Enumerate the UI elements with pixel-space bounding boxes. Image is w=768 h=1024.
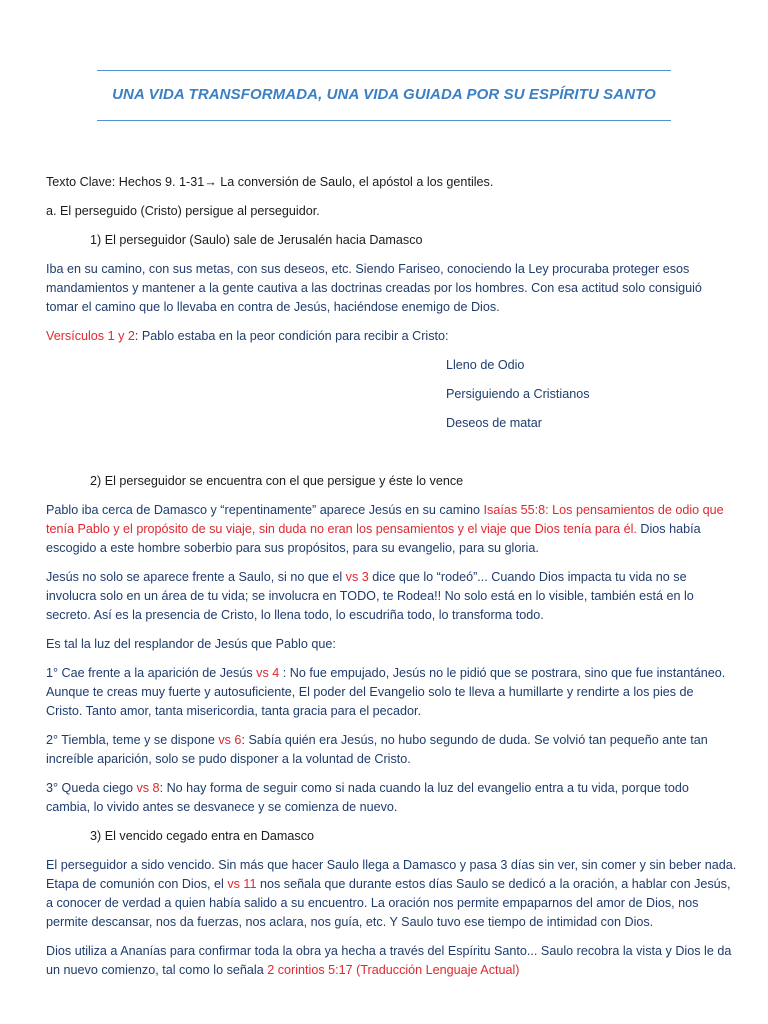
point-2-line-1 bbox=[46, 731, 726, 750]
list-item: Lleno de Odio bbox=[446, 358, 525, 372]
paragraph-3-line-1 bbox=[46, 568, 726, 587]
verse-reference: vs 6 bbox=[218, 733, 242, 747]
texto-clave: Texto Clave: Hechos 9. 1-31→ La conversión de Saulo, el apóstol a los gentiles. bbox=[46, 175, 494, 189]
point-3-line-2: cambia, lo vivido antes se desvanece y se comienza de nuevo. bbox=[46, 800, 398, 814]
versiculos-text: : Pablo estaba en la peor condición para recibir a Cristo: bbox=[134, 329, 449, 343]
text-span: 1° Cae frente a la aparición de Jesús bbox=[46, 666, 257, 680]
subsection-2-heading: 2) El perseguidor se encuentra con el que persigue y éste lo vence bbox=[90, 474, 464, 488]
text-span: nos señala que durante estos días Saulo se dedicó a la oración, a hablar con Jesús, bbox=[256, 877, 731, 891]
verse-reference: vs 4 bbox=[256, 666, 280, 680]
paragraph-2-line-1 bbox=[46, 501, 726, 520]
text-span: : Sabía quién era Jesús, no hubo segundo de duda. Se volvió tan pequeño ante tan bbox=[241, 733, 708, 747]
text-span: 2° Tiembla, teme y se dispone bbox=[46, 733, 219, 747]
verse-reference: Isaías 55:8: Los pensamientos de odio que bbox=[483, 503, 724, 517]
text-span: Pablo iba cerca de Damasco y “repentinamente” aparece Jesús en su camino bbox=[46, 503, 484, 517]
point-1-line-2: Aunque te creas muy fuerte y autosuficiente, El poder del Evangelio solo te lleva a humillarte y rendirte a los pies de bbox=[46, 685, 694, 699]
paragraph-5-line-1: El perseguidor a sido vencido. Sin más que hacer Saulo llega a Damasco y pasa 3 días sin ver, sin comer y sin beber nada. bbox=[46, 858, 737, 872]
paragraph-5-line-2 bbox=[46, 875, 731, 894]
paragraph-5-line-3: a conocer de verdad a quien había salido a su encuentro. La oración nos permite empaparnos del amor de Dios, nos bbox=[46, 896, 699, 910]
paragraph-6-line-2 bbox=[46, 961, 726, 980]
paragraph-1-line-3: tomar el camino que lo llevaba en contra de Jesús, haciéndose enemigo de Dios. bbox=[46, 300, 500, 314]
verse-reference: vs 3 bbox=[345, 570, 369, 584]
point-1-line-3: Cristo. Tanto amor, tanta misericordia, tanta gracia para el pecador. bbox=[46, 704, 421, 718]
paragraph-2-line-2 bbox=[46, 520, 726, 539]
paragraph-5-line-4: permite descansar, nos da fuerzas, nos aclara, nos guía, etc. Y Saulo tuvo ese tiempo de intimidad con Dios. bbox=[46, 915, 654, 929]
point-3-line-1 bbox=[46, 779, 726, 798]
section-a-heading: a. El perseguido (Cristo) persigue al perseguidor. bbox=[46, 204, 320, 218]
document-title: UNA VIDA TRANSFORMADA, UNA VIDA GUIADA POR SU ESPÍRITU SANTO bbox=[112, 86, 656, 103]
paragraph-1-line-2: mandamientos y mantener a la gente cautiva a las doctrinas creadas por los hombres. Con esa actitud solo consiguió bbox=[46, 281, 702, 295]
point-2-line-2: increíble aparición, solo se pudo disponer a la voluntad de Cristo. bbox=[46, 752, 411, 766]
text-span: 3° Queda ciego bbox=[46, 781, 137, 795]
verse-reference: 2 corintios 5:17 (Traducción Lenguaje Actual) bbox=[267, 963, 520, 977]
text-span: Etapa de comunión con Dios, el bbox=[46, 877, 228, 891]
text-span: dice que lo “rodeó”... Cuando Dios impacta tu vida no se bbox=[368, 570, 687, 584]
paragraph-6-line-1: Dios utiliza a Ananías para confirmar toda la obra ya hecha a través del Espíritu Santo... Saulo recobra la vista y Dios le da bbox=[46, 944, 732, 958]
text-span: : No hay forma de seguir como si nada cuando la luz del evangelio entra a tu vida, porque todo bbox=[159, 781, 689, 795]
text-span: : No fue empujado, Jesús no le pidió que se postrara, sino que fue instantáneo. bbox=[279, 666, 726, 680]
verse-quote: tenía Pablo y el propósito de su viaje, sin duda no eran los pensamientos y el viaje que Dios tenía para él. bbox=[46, 522, 637, 536]
paragraph-3-line-2: involucra solo en un área de tu vida; se involucra en TODO, te Rodea!! No solo está en lo visible, también está en lo bbox=[46, 589, 694, 603]
versiculos-line bbox=[46, 327, 726, 346]
paragraph-3-line-3: secreto. Así es la presencia de Cristo, lo llena todo, lo escudriña todo, lo transforma todo. bbox=[46, 608, 544, 622]
verse-reference: vs 8 bbox=[136, 781, 160, 795]
list-item: Persiguiendo a Cristianos bbox=[446, 387, 590, 401]
top-rule bbox=[97, 70, 671, 71]
bottom-rule bbox=[97, 120, 671, 121]
paragraph-4: Es tal la luz del resplandor de Jesús que Pablo que: bbox=[46, 637, 336, 651]
point-1-line-1 bbox=[46, 664, 726, 683]
text-span: un nuevo comienzo, tal como lo señala bbox=[46, 963, 268, 977]
paragraph-2-line-3: escogido a este hombre soberbio para sus propósitos, para su evangelio, para su gloria. bbox=[46, 541, 539, 555]
verse-reference: Versículos 1 y 2 bbox=[46, 329, 135, 343]
subsection-1-heading: 1) El perseguidor (Saulo) sale de Jerusalén hacia Damasco bbox=[90, 233, 423, 247]
paragraph-1-line-1: Iba en su camino, con sus metas, con sus deseos, etc. Siendo Fariseo, conociendo la Ley procuraba proteger esos bbox=[46, 262, 690, 276]
verse-reference: vs 11 bbox=[227, 877, 257, 891]
list-item: Deseos de matar bbox=[446, 416, 542, 430]
text-span: Dios había bbox=[636, 522, 701, 536]
text-span: Jesús no solo se aparece frente a Saulo, si no que el bbox=[46, 570, 346, 584]
subsection-3-heading: 3) El vencido cegado entra en Damasco bbox=[90, 829, 315, 843]
